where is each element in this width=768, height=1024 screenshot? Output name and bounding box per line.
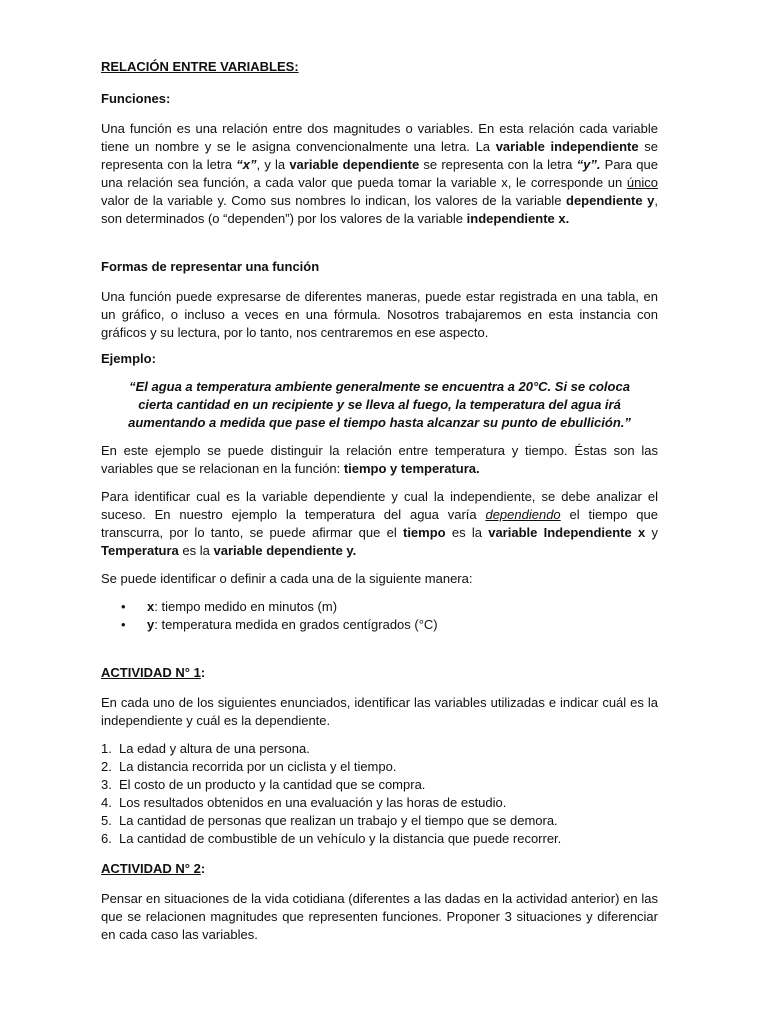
heading-text: ACTIVIDAD N° 2 [101,861,201,876]
actividad-2-heading [101,860,658,878]
paragraph-funcion-definicion [101,120,658,228]
list-item-text: La edad y altura de una persona. [119,741,310,756]
document-title: RELACIÓN ENTRE VARIABLES: [101,59,299,74]
list-item [101,776,658,794]
list-item [101,794,658,812]
list-item-text: La cantidad de combustible de un vehículo y la distancia que puede recorrer. [119,831,562,846]
list-item [101,740,658,758]
variables-bullet-list [101,598,658,634]
list-number: 5. [101,813,112,828]
list-item-text: La distancia recorrida por un ciclista y el tiempo. [119,759,397,774]
bullet-icon: • [121,617,126,632]
underlined-term: único [626,175,658,190]
text-run: y [645,525,658,540]
bold-term: x [147,599,155,614]
section-heading-funciones: Funciones: [101,91,171,106]
paragraph-identificar-variables [101,488,658,560]
paragraph-formas: Una función puede expresarse de diferentes maneras, puede estar registrada en una tabla, en un gráfico, o incluso a veces en una fórmula. Nosotros trabajaremos en esta instancia con gráficos y su lectura, por lo tanto, nos centraremos en ese aspecto. [101,289,658,340]
bold-term: variable Independiente x [488,525,646,540]
list-number: 4. [101,795,112,810]
text-run: es la [445,525,489,540]
actividad-1-intro: En cada uno de los siguientes enunciados, identificar las variables utilizadas e indicar cuál es la independiente y cuál es la dependiente. [101,695,658,728]
ejemplo-label: Ejemplo: [101,351,156,366]
list-item-text: Los resultados obtenidos en una evaluación y las horas de estudio. [119,795,507,810]
bold-term: y [147,617,155,632]
list-item-text: La cantidad de personas que realizan un trabajo y el tiempo que se demora. [119,813,558,828]
paragraph-ejemplo-variables [101,442,658,478]
list-item [101,616,658,634]
paragraph-definir: Se puede identificar o definir a cada una de la siguiente manera: [101,571,473,586]
text-run: : [200,665,206,680]
bold-term: variable dependiente [289,157,420,172]
text-run: : tiempo medido en minutos (m) [154,599,338,614]
text-run: Para identificar cual es la variable dependiente y cual la independiente, se debe analizar el suceso. En nuestro ejemplo la temperatura del agua varía [101,489,658,522]
text-run: se representa con la letra [101,139,658,172]
actividad-1-list [101,740,658,848]
text-run: En este ejemplo se puede distinguir la relación entre temperatura y tiempo. Éstas son las variables que se relacionan en la función: [101,443,658,476]
bold-italic-term: “x” [236,157,257,172]
list-item-text: El costo de un producto y la cantidad que se compra. [119,777,426,792]
list-number: 1. [101,741,112,756]
text-run: , son determinados (o “dependen”) por los valores de la variable [101,193,658,226]
heading-text: ACTIVIDAD N° 1 [101,665,201,680]
list-number: 3. [101,777,112,792]
bold-term: independiente x. [466,211,570,226]
text-run: es la [178,543,214,558]
list-item [101,830,658,848]
actividad-1-heading [101,664,658,682]
example-quote: “El agua a temperatura ambiente generalmente se encuentra a 20°C. Si se coloca cierta cantidad en un recipiente y se lleva al fuego, la temperatura del agua irá aumentando a medida que pase el tiempo hasta alcanzar su punto de ebullición.” [128,379,631,430]
bullet-icon: • [121,599,126,614]
section-heading-formas: Formas de representar una función [101,259,320,274]
bold-term: dependiente y [566,193,655,208]
text-run: valor de la variable y. Como sus nombres lo indican, los valores de la variable [101,193,566,208]
text-run: se representa con la letra [419,157,577,172]
list-item [101,812,658,830]
list-item [101,758,658,776]
text-run: : temperatura medida en grados centígrados (°C) [154,617,438,632]
italic-underlined-term: dependiendo [485,507,561,522]
text-run: el tiempo que transcurra, por lo tanto, se puede afirmar que el [101,507,658,540]
text-run: Una función es una relación entre dos magnitudes o variables. En esta relación cada variable tiene un nombre y se le asigna convencionalmente una letra. La [101,121,658,154]
bold-term: variable dependiente y. [213,543,357,558]
list-number: 6. [101,831,112,846]
bold-term: tiempo [402,525,446,540]
actividad-2-text: Pensar en situaciones de la vida cotidiana (diferentes a las dadas en la actividad anterior) en las que se relacionen magnitudes que representen funciones. Proponer 3 situaciones y diferenciar en cada caso las variables. [101,891,658,942]
list-number: 2. [101,759,112,774]
list-item [101,598,658,616]
bold-term: variable independiente [495,139,639,154]
bold-term: Temperatura [101,543,179,558]
bold-italic-term: “y”. [576,157,601,172]
text-run: Para que una relación sea función, a cada valor que pueda tomar la variable x, le corresponde un [101,157,658,190]
text-run: : [200,861,206,876]
text-run: , y la [256,157,290,172]
bold-term: tiempo y temperatura. [343,461,480,476]
